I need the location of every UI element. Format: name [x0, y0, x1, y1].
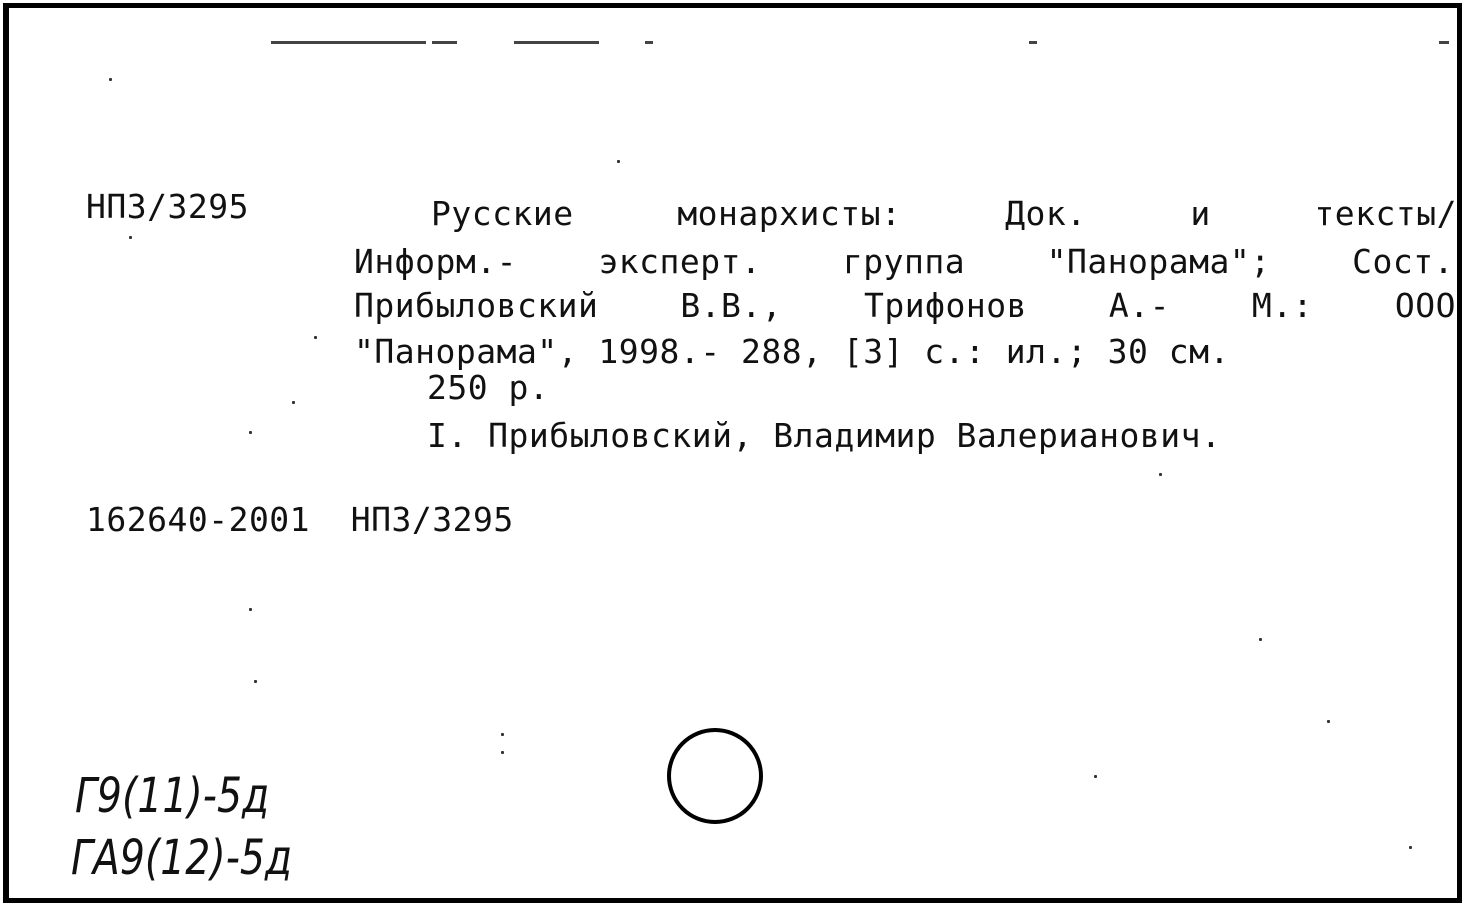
entry-word: Трифонов [864, 286, 1027, 325]
entry-word: Информ.- [354, 242, 517, 281]
scan-speck [129, 236, 132, 239]
scan-speck [254, 680, 257, 683]
entry-line-3 [354, 286, 1456, 325]
scan-speck [1094, 775, 1097, 778]
entry-line-2 [354, 242, 1454, 281]
scan-speck [1409, 846, 1412, 849]
scan-speck [501, 751, 504, 754]
entry-word: Прибыловский [354, 286, 599, 325]
scan-speck [1327, 720, 1330, 723]
call-number: НПЗ/3295 [86, 187, 249, 226]
top-dashed-line [1029, 41, 1037, 44]
entry-word: монархисты: [677, 194, 902, 233]
scan-speck [1259, 638, 1262, 641]
entry-word: Русские [431, 194, 574, 233]
entry-word: А.- [1108, 286, 1170, 325]
entry-word: Док. [1005, 194, 1087, 233]
price: 250 р. [427, 368, 550, 407]
handwritten-code-1: Г9(11)-5д [75, 768, 270, 824]
top-dashed-line [1439, 41, 1449, 44]
entry-word: группа [842, 242, 966, 281]
scan-speck [249, 608, 252, 611]
entry-word: В.В., [680, 286, 783, 325]
handwritten-code-2: ГА9(12)-5д [71, 830, 293, 886]
scan-speck [501, 733, 504, 736]
punch-hole [667, 728, 763, 824]
accession-line: 162640-2001 НПЗ/3295 [86, 500, 514, 539]
scan-speck [109, 78, 112, 81]
top-dashed-line [432, 41, 457, 44]
top-dashed-line [514, 41, 599, 44]
entry-line-4: "Панорама", 1998.- 288, [3] с.: ил.; 30 см. [354, 332, 1230, 371]
scan-speck [249, 431, 252, 434]
catalog-card [3, 3, 1462, 903]
entry-line-1 [431, 194, 1457, 233]
top-dashed-line [645, 41, 653, 44]
entry-word: Сост. [1352, 242, 1454, 281]
scan-speck [292, 401, 295, 404]
entry-word: М.: [1251, 286, 1313, 325]
entry-word: эксперт. [598, 242, 762, 281]
scan-speck [314, 336, 317, 339]
scan-speck [1159, 473, 1162, 476]
entry-word: ООО [1394, 286, 1456, 325]
entry-word: тексты/ [1314, 194, 1457, 233]
entry-word: и [1190, 194, 1211, 233]
top-dashed-line [271, 41, 426, 44]
added-entry: I. Прибыловский, Владимир Валерианович. [427, 416, 1222, 455]
scan-speck [617, 160, 620, 163]
entry-word: "Панорама"; [1046, 242, 1271, 281]
